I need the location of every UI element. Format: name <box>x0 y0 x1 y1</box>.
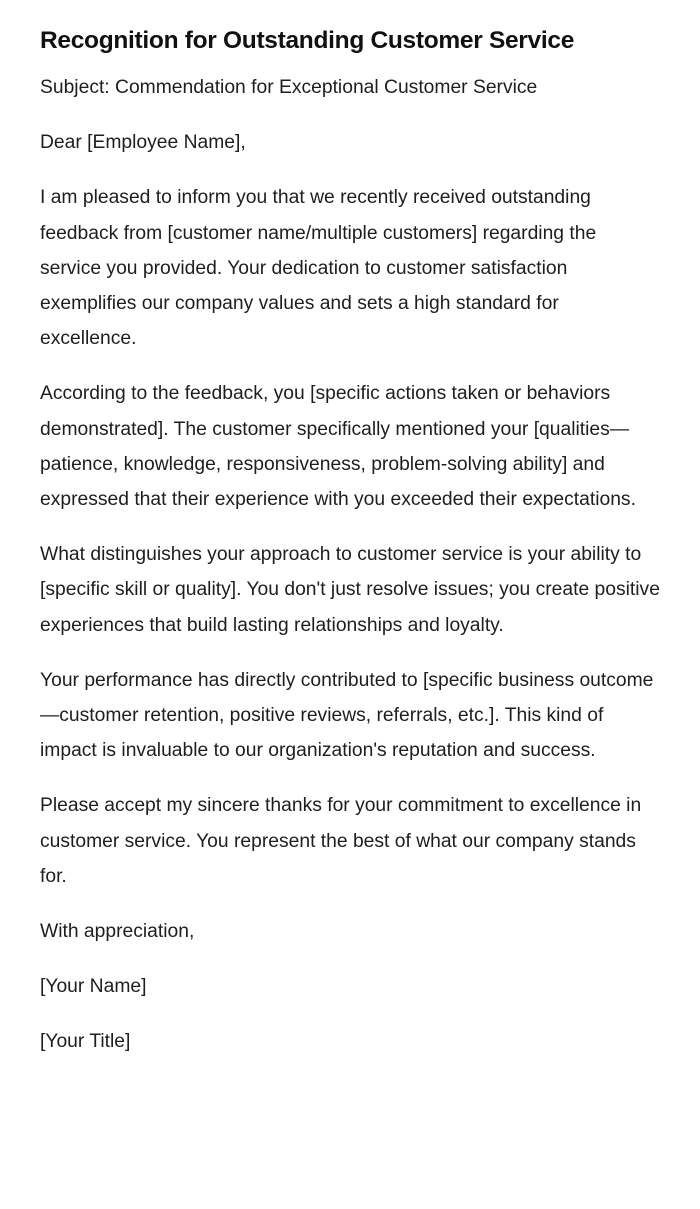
body-paragraph-5: Please accept my sincere thanks for your commitment to excellence in customer service. You represent the best of what our company stands for. <box>40 795 642 887</box>
letter-greeting: Dear [Employee Name], <box>40 132 246 154</box>
letter-closing: With appreciation, <box>40 921 195 943</box>
body-paragraph-1: I am pleased to inform you that we recently received outstanding feedback from [customer name/multiple customers] regarding the service you provided. Your dedication to customer satisfaction exemplifies our company values and sets a high standard for excellence. <box>40 187 597 350</box>
body-paragraph-4: Your performance has directly contributed to [specific business outcome—customer retention, positive reviews, referrals, etc.]. This kind of impact is invaluable to our organization's reputation and success. <box>40 669 654 762</box>
signature-title: [Your Title] <box>40 1031 131 1053</box>
body-paragraph-2: According to the feedback, you [specific actions taken or behaviors demonstrated]. The customer specifically mentioned your [qualities—patience, knowledge, responsiveness, problem-solving ability] and expressed that their experience with you exceeded their expectations. <box>40 383 636 511</box>
body-paragraph-3: What distinguishes your approach to customer service is your ability to [specific skill or quality]. You don't just resolve issues; you create positive experiences that build lasting relationships and loyalty. <box>40 544 660 636</box>
letter-subject: Subject: Commendation for Exceptional Customer Service <box>40 77 538 98</box>
letter-title: Recognition for Outstanding Customer Service <box>40 27 575 54</box>
signature-name: [Your Name] <box>40 976 147 998</box>
